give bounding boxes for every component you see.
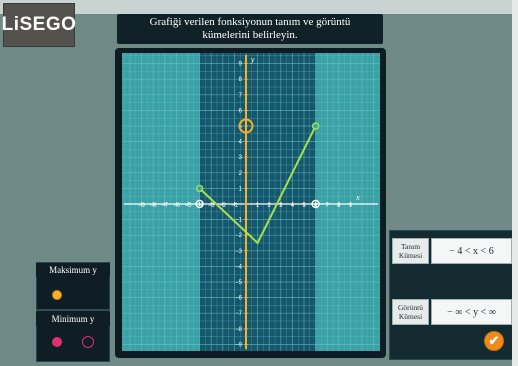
x-tick-label: −8 xyxy=(149,203,157,209)
y-tick-label: 6 xyxy=(238,108,242,115)
x-tick-label: 8 xyxy=(337,203,341,209)
window-edge xyxy=(512,0,518,366)
maximum-marker-icon[interactable] xyxy=(52,290,62,300)
y-tick-label: 8 xyxy=(238,77,242,84)
x-tick-label: −6 xyxy=(172,203,180,209)
x-tick-label: 4 xyxy=(290,203,295,209)
y-tick-label: −1 xyxy=(235,217,242,224)
y-tick-label: 3 xyxy=(238,155,242,162)
y-tick-label: −8 xyxy=(235,326,242,333)
range-label-line-2: Kümesi xyxy=(398,312,423,321)
x-tick-label: −3 xyxy=(207,203,215,209)
y-tick-label: −6 xyxy=(235,295,242,302)
minimum-open-marker-icon[interactable] xyxy=(82,336,94,348)
x-tick-label: −5 xyxy=(184,203,192,209)
range-label-line-1: Görüntü xyxy=(398,303,423,312)
y-tick-label: 7 xyxy=(238,92,242,99)
y-tick-label: −9 xyxy=(235,342,242,349)
x-tick-label: 7 xyxy=(325,203,329,209)
x-tick-label: −7 xyxy=(161,203,169,209)
x-axis-label: x xyxy=(356,193,360,202)
minimum-y-label: Minimum y xyxy=(36,312,110,326)
question-line-2: kümelerini belirleyin. xyxy=(202,29,298,41)
graph-board xyxy=(115,48,386,358)
domain-answer-field[interactable]: − 4 < x < 6 xyxy=(431,238,512,264)
x-tick-label: 2 xyxy=(267,203,271,209)
check-answer-button[interactable] xyxy=(484,331,504,351)
x-tick-label: −2 xyxy=(219,203,227,209)
y-tick-label: −5 xyxy=(235,280,242,286)
checkmark-icon: ✔ xyxy=(488,333,500,348)
y-tick-label: 2 xyxy=(238,170,242,177)
x-tick-label: 6 xyxy=(313,203,318,209)
maximum-y-label: Maksimum y xyxy=(36,263,110,277)
y-tick-label: −2 xyxy=(235,233,242,240)
x-tick-label: 1 xyxy=(255,203,260,209)
y-tick-label: −4 xyxy=(235,264,242,271)
legend-divider xyxy=(36,309,110,311)
y-tick-label: 4 xyxy=(238,139,242,146)
x-tick-label: 3 xyxy=(279,203,283,209)
y-tick-label: 1 xyxy=(238,186,242,193)
minimum-closed-marker-icon[interactable] xyxy=(52,337,62,347)
x-tick-label: −9 xyxy=(138,203,146,209)
function-graph xyxy=(115,48,386,358)
x-tick-label: −4 xyxy=(196,203,204,209)
x-tick-label: −1 xyxy=(230,203,238,209)
range-answer-row xyxy=(392,299,512,325)
range-label xyxy=(392,299,429,325)
lisego-logo: LiSEGO xyxy=(3,3,75,47)
domain-label-line-1: Tanım xyxy=(400,242,421,251)
domain-label xyxy=(392,238,429,264)
question-title xyxy=(117,14,383,44)
domain-label-line-2: Kümesi xyxy=(398,251,423,260)
question-line-1: Grafiği verilen fonksiyonun tanım ve görüntü xyxy=(149,16,351,28)
y-tick-label: −7 xyxy=(235,311,242,318)
x-tick-label: 5 xyxy=(302,203,306,209)
open-endpoint-marker xyxy=(197,185,203,191)
y-axis-label: y xyxy=(251,55,255,64)
x-tick-label: 9 xyxy=(348,203,353,209)
open-endpoint-marker xyxy=(313,123,319,129)
top-bar xyxy=(0,0,518,14)
y-tick-label: −3 xyxy=(235,248,242,255)
range-answer-field[interactable]: − ∞ < y < ∞ xyxy=(431,299,512,325)
y-tick-label: 9 xyxy=(238,61,242,68)
y-tick-label: 5 xyxy=(238,124,242,130)
domain-answer-row xyxy=(392,238,512,264)
